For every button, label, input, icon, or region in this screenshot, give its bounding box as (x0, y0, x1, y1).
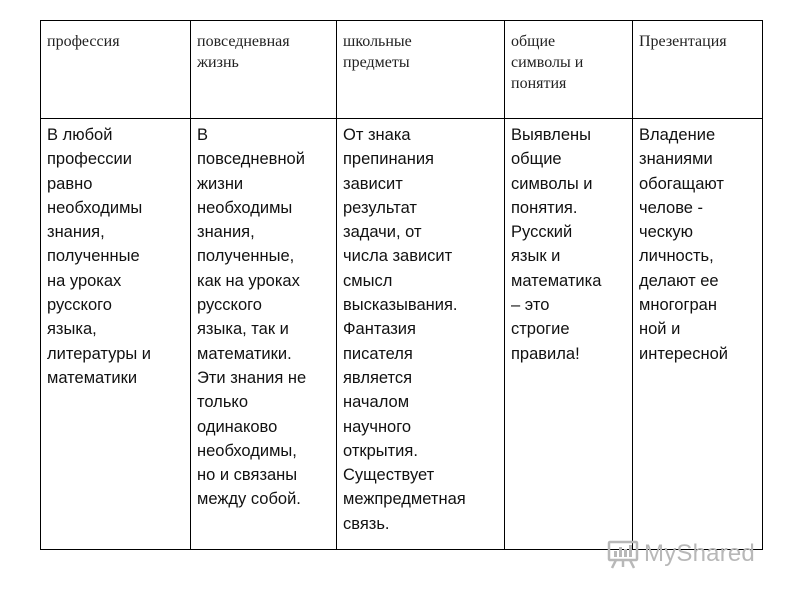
table-cell-school-subjects: От знака препинания зависит результат задачи, от числа зависит смысл высказывания. Фантазия писателя является началом научного открытия. Существует межпредметная связь. (337, 119, 505, 550)
table-cell-presentation: Владение знаниями обогащают челове - ческую личность, делают ее многогран ной и интересной (633, 119, 763, 550)
presentation-board-icon (606, 537, 640, 571)
table-header-row (41, 21, 763, 119)
header-cell-school-subjects: школьные предметы (337, 21, 505, 119)
header-cell-common-symbols: общие символы и понятия (505, 21, 633, 119)
header-cell-profession: профессия (41, 21, 191, 119)
table-row (41, 119, 763, 550)
comparison-table (40, 20, 763, 550)
myshared-watermark (606, 534, 766, 574)
watermark-text: MyShared (644, 540, 755, 567)
table-cell-common-symbols: Выявлены общие символы и понятия. Русский язык и математика – это строгие правила! (505, 119, 633, 550)
header-cell-everyday-life: повседневная жизнь (191, 21, 337, 119)
table-cell-everyday-life: В повседневной жизни необходимы знания, полученные, как на уроках русского языка, так и математики. Эти знания не только одинаково необходимы, но и связаны между собой. (191, 119, 337, 550)
header-cell-presentation: Презентация (633, 21, 763, 119)
table-cell-profession: В любой профессии равно необходимы знания, полученные на уроках русского языка, литературы и математики (41, 119, 191, 550)
